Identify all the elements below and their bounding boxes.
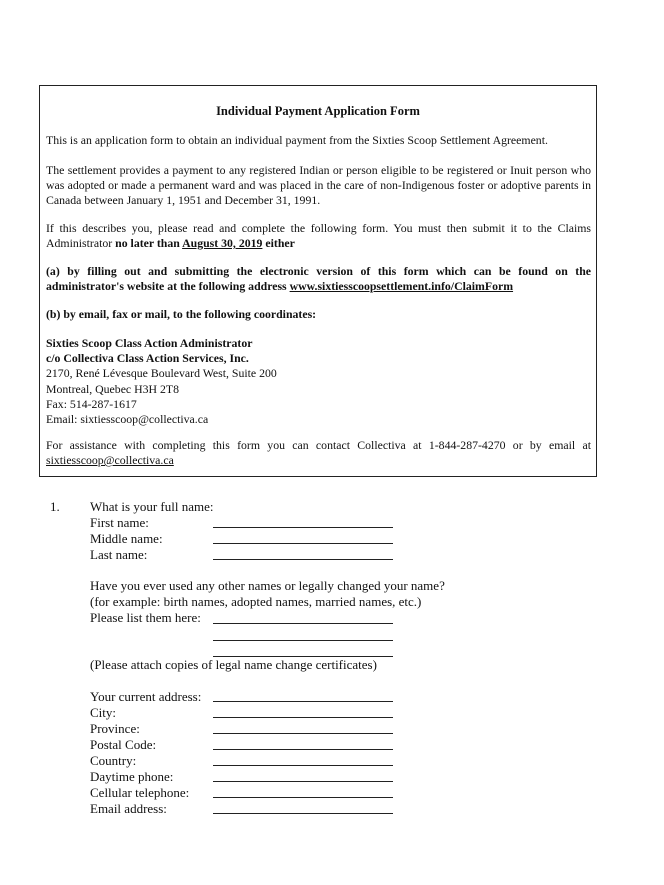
cell-phone-field[interactable]	[213, 797, 393, 798]
option-a-text: (a) by filling out and submitting the electronic version of this form which can be found on the administrator's website at the following address	[46, 264, 591, 293]
email-label: Email address:	[90, 801, 167, 816]
address-fax: Fax: 514-287-1617	[46, 396, 137, 411]
address-field[interactable]	[213, 701, 393, 702]
last-name-label: Last name:	[90, 547, 148, 562]
assistance-email-link[interactable]: sixtiesscoop@collectiva.ca	[46, 453, 174, 467]
option-a-paragraph	[46, 264, 591, 294]
country-label: Country:	[90, 753, 137, 768]
deadline-label: no later than	[115, 236, 183, 250]
administrator-address	[46, 336, 591, 427]
other-names-list-label: Please list them here:	[90, 610, 201, 625]
email-field[interactable]	[213, 813, 393, 814]
city-field[interactable]	[213, 717, 393, 718]
country-field[interactable]	[213, 765, 393, 766]
first-name-label: First name:	[90, 515, 149, 530]
other-names-field-2[interactable]	[213, 640, 393, 641]
info-box	[39, 85, 597, 477]
address-email: Email: sixtiesscoop@collectiva.ca	[46, 412, 209, 427]
last-name-field[interactable]	[213, 559, 393, 560]
claim-form-link[interactable]: www.sixtiesscoopsettlement.info/ClaimForm	[289, 279, 514, 293]
other-names-field-1[interactable]	[213, 623, 393, 624]
other-names-example: (for example: birth names, adopted names, married names, etc.)	[90, 594, 422, 609]
postal-code-field[interactable]	[213, 749, 393, 750]
middle-name-label: Middle name:	[90, 531, 163, 546]
question-number: 1.	[50, 499, 60, 514]
deadline-date: August 30, 2019	[182, 236, 263, 250]
submit-paragraph	[46, 221, 591, 251]
other-names-question: Have you ever used any other names or legally changed your name?	[90, 578, 445, 593]
attach-certificates-note: (Please attach copies of legal name change certificates)	[90, 657, 377, 672]
full-name-prompt: What is your full name:	[90, 499, 214, 514]
submit-text: If this describes you, please read and complete the following form. You must then submit it to the Claims Administrator	[46, 221, 591, 250]
address-line-3: 2170, René Lévesque Boulevard West, Suite 200	[46, 366, 277, 381]
intro-paragraph: This is an application form to obtain an individual payment from the Sixties Scoop Settlement Agreement.	[46, 133, 548, 147]
address-line-4: Montreal, Quebec H3H 2T8	[46, 381, 180, 396]
province-label: Province:	[90, 721, 140, 736]
option-b-paragraph: (b) by email, fax or mail, to the following coordinates:	[46, 307, 317, 321]
daytime-phone-field[interactable]	[213, 781, 393, 782]
address-line-1: Sixties Scoop Class Action Administrator	[46, 336, 253, 350]
postal-code-label: Postal Code:	[90, 737, 157, 752]
address-line-2: c/o Collectiva Class Action Services, Inc.	[46, 351, 249, 366]
assistance-paragraph	[46, 438, 591, 468]
form-title: Individual Payment Application Form	[216, 104, 420, 118]
city-label: City:	[90, 705, 117, 720]
eligibility-paragraph: The settlement provides a payment to any registered Indian or person eligible to be registered or Inuit person who was adopted or made a permanent ward and was placed in the care of non-Indigenous foster or adoptive parents in Canada between January 1, 1951 and December 31, 1991.	[46, 163, 591, 207]
daytime-phone-label: Daytime phone:	[90, 769, 174, 784]
first-name-field[interactable]	[213, 527, 393, 528]
middle-name-field[interactable]	[213, 543, 393, 544]
submit-either: either	[262, 236, 295, 250]
address-label: Your current address:	[90, 689, 202, 704]
assistance-text: For assistance with completing this form you can contact Collectiva at 1-844-287-4270 or by email at	[46, 438, 591, 452]
cell-phone-label: Cellular telephone:	[90, 785, 190, 800]
province-field[interactable]	[213, 733, 393, 734]
